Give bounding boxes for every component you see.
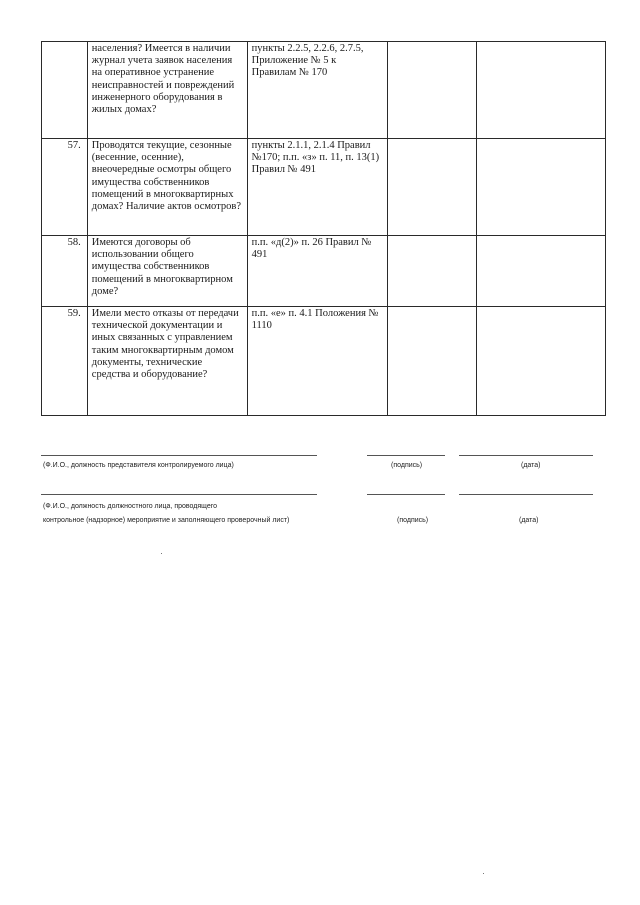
- official-caption-line1: (Ф.И.О., должность должностного лица, проводящего: [43, 503, 218, 510]
- table-row: [42, 307, 606, 416]
- row-question: населения? Имеется в наличии журнал учета заявок населения на оперативное устранение неисправностей и повреждений инженерного оборудования в жилых домах?: [87, 42, 247, 139]
- row-number: 58.: [42, 236, 88, 307]
- signature-caption: (подпись): [397, 517, 429, 524]
- official-caption-line2: контрольное (надзорное) мероприятие и заполняющего проверочный лист): [43, 517, 290, 524]
- date-caption: (дата): [521, 462, 541, 469]
- scan-speck: [483, 873, 484, 874]
- row-number: [42, 42, 88, 139]
- row-answer-cell: [388, 42, 477, 139]
- official-name-line: [41, 494, 317, 495]
- row-question: Проводятся текущие, сезонные (весенние, осенние), внеочередные осмотры общего имущества собственников помещений в многоквартирных домах? Наличие актов осмотров?: [87, 139, 247, 236]
- official-date-line: [459, 494, 593, 495]
- official-signature-line: [367, 494, 445, 495]
- row-answer-cell: [388, 307, 477, 416]
- row-reference: пункты 2.1.1, 2.1.4 Правил №170; п.п. «з» п. 11, п. 13(1) Правил № 491: [247, 139, 387, 236]
- row-reference: пункты 2.2.5, 2.2.6, 2.7.5, Приложение № 5 к Правилам № 170: [247, 42, 387, 139]
- row-question: Имеются договоры об использовании общего имущества собственников помещений в многоквартирном доме?: [87, 236, 247, 307]
- table-row: [42, 42, 606, 139]
- row-note-cell: [476, 42, 605, 139]
- row-answer-cell: [388, 236, 477, 307]
- scan-speck: [161, 553, 162, 554]
- row-note-cell: [476, 307, 605, 416]
- controlled-person-caption: (Ф.И.О., должность представителя контролируемого лица): [43, 462, 234, 469]
- row-note-cell: [476, 236, 605, 307]
- row-number: 59.: [42, 307, 88, 416]
- date-caption: (дата): [519, 517, 539, 524]
- controlled-person-name-line: [41, 455, 317, 456]
- row-question: Имели место отказы от передачи технической документации и иных связанных с управлением таким многоквартирным домом документы, технические средства и оборудование?: [87, 307, 247, 416]
- row-reference: п.п. «д(2)» п. 26 Правил № 491: [247, 236, 387, 307]
- table-row: [42, 139, 606, 236]
- controlled-person-signature-line: [367, 455, 445, 456]
- row-number: 57.: [42, 139, 88, 236]
- table-row: [42, 236, 606, 307]
- row-note-cell: [476, 139, 605, 236]
- row-answer-cell: [388, 139, 477, 236]
- controlled-person-date-line: [459, 455, 593, 456]
- signature-caption: (подпись): [391, 462, 423, 469]
- checklist-table: [41, 41, 606, 416]
- row-reference: п.п. «е» п. 4.1 Положения № 1110: [247, 307, 387, 416]
